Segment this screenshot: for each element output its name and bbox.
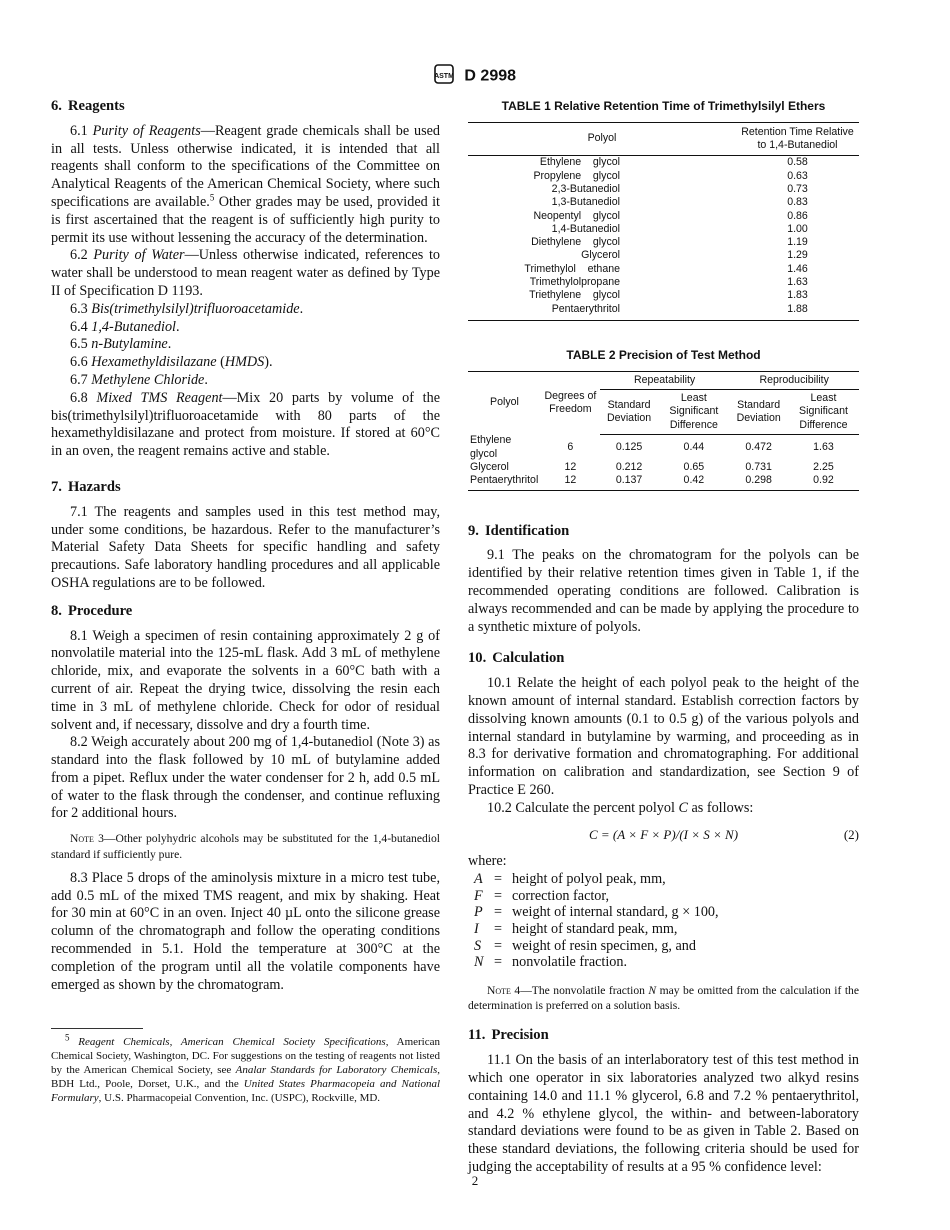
- definition-equals: =: [494, 920, 503, 937]
- table-1-row: [468, 156, 859, 170]
- definition-text: weight of resin specimen, g, and: [512, 937, 696, 954]
- table-2-cell-R-sd: 0.731: [745, 461, 772, 474]
- section-7-title: 7. Hazards: [51, 478, 121, 495]
- para-8-3: 8.3 Place 5 drops of the aminolysis mixture in a micro test tube, add 0.5 mL of the mixed TMS reagent, and mix by shaking. Heat for 30 min at 60°C in an oven. Inject 40 µL onto the silicone grease column of the chromatograph and follow the operating conditions recommended in 5.1. Hold the temperature at 300°C at the completion of the program until all the volatile components have emerged as shown by the chromatogram.: [51, 869, 440, 993]
- table-2-cell-polyol: Glycerol: [470, 461, 509, 474]
- table-1-retention: 1.46: [787, 262, 808, 275]
- section-9-title: 9. Identification: [468, 522, 570, 539]
- designation: D 2998: [464, 67, 517, 85]
- table-1-retention: 1.19: [787, 236, 808, 249]
- table-2-cell-dof: 12: [564, 461, 577, 474]
- right-column: [468, 98, 859, 1186]
- table-2-cell-r-sd: 0.125: [615, 441, 643, 454]
- para-6-7: 6.7 Methylene Chloride.: [70, 371, 208, 388]
- para-9-1: 9.1 The peaks on the chromatogram for the polyols can be identified by their relative retention times given in Table 1, if the recommended operating conditions are followed. Calibration is always recommended and can be made by applying the procedure to a synthetic mixture of polyols.: [468, 547, 859, 635]
- table-1-polyol: Diethylene glycol: [531, 236, 620, 249]
- page-number: 2: [471, 1173, 479, 1188]
- table-1-polyol: Triethylene glycol: [529, 289, 620, 302]
- table-2-cell-polyol: Ethylene glycol: [470, 434, 512, 460]
- table-1-retention: 0.73: [787, 182, 808, 195]
- section-11-title: 11. Precision: [468, 1027, 549, 1044]
- definition-row: [474, 904, 859, 921]
- table-1-retention: 0.86: [787, 209, 808, 222]
- table-1-retention: 0.63: [787, 169, 808, 182]
- definition-symbol: I: [474, 920, 479, 937]
- astm-logo-icon: [434, 64, 454, 89]
- table-1-row: [468, 210, 859, 223]
- table-1-row: [468, 276, 859, 289]
- table-2-header-repeatability: Repeatability: [600, 371, 730, 389]
- table-2-header-polyol: Polyol: [468, 371, 541, 434]
- definition-row: [474, 871, 859, 888]
- table-1-row: [468, 236, 859, 249]
- table-2-cell-R-sd: 0.472: [745, 441, 772, 454]
- definition-equals: =: [494, 954, 503, 971]
- table-1-polyol: Ethylene glycol: [539, 156, 620, 169]
- table-1-row: [468, 196, 859, 209]
- table-1-title: TABLE 1 Relative Retention Time of Trimethylsilyl Ethers: [501, 99, 826, 113]
- table-2-cell-R-lsd: 1.63: [813, 441, 834, 454]
- equation-2: [468, 826, 859, 844]
- equation-text: C = (A × F × P)/(I × S × N): [588, 826, 739, 842]
- table-2-cell-r-sd: 0.212: [615, 461, 643, 474]
- para-7-1: 7.1 The reagents and samples used in this test method may, under some conditions, be hazardous. Refer to the manufacturer’s Material Safety Data Sheets for specific handling and safety precautions. Safe laboratory handling procedures and all applicable OSHA regulations are to be followed.: [51, 503, 440, 591]
- table-2-cell-dof: 6: [567, 441, 574, 454]
- page-header: [0, 64, 950, 89]
- table-1-retention: 1.83: [787, 289, 808, 302]
- definition-row: [474, 921, 859, 938]
- table-1-polyol: 1,3-Butanediol: [551, 196, 620, 209]
- table-1: [468, 122, 859, 321]
- table-1-retention: 1.88: [736, 303, 859, 321]
- table-2-row: [468, 434, 859, 461]
- table-2-header-R-sd: Standard Deviation: [729, 390, 788, 435]
- table-2-cell-R-sd: 0.298: [729, 474, 788, 490]
- definition-row: [474, 888, 859, 905]
- table-2-cell-r-sd: 0.137: [600, 474, 659, 490]
- definition-symbol: S: [474, 937, 482, 954]
- note-3: Note 3—Other polyhydric alcohols may be substituted for the 1,4-butanediol standard if sufficiently pure.: [51, 832, 440, 861]
- footnote-5: $^5$ Reagent Chemicals, American Chemical Society Specifications, American Chemical Society, Washington, DC. For suggestions on the testing of reagents not listed by the American Chemical Society, see Analar Standards for Laboratory Chemicals, BDH Ltd., Poole, Dorset, U.K., and the United States Pharmacopeia and National Formulary, U.S. Pharmacopeial Convention, Inc. (USPC), Rockville, MD.: [51, 1032, 441, 1105]
- definition-symbol: N: [474, 954, 484, 971]
- svg-text:ASTM: ASTM: [434, 73, 454, 80]
- table-2-row: [468, 474, 859, 490]
- left-column: [51, 98, 440, 1105]
- para-10-2: 10.2 Calculate the percent polyol C as follows:: [487, 799, 754, 816]
- table-1-retention: 0.83: [787, 196, 808, 209]
- definition-symbol: A: [474, 871, 483, 888]
- table-1-row: [468, 223, 859, 236]
- table-1-header-polyol: Polyol: [468, 122, 736, 156]
- para-6-2: 6.2 Purity of Water—Unless otherwise indicated, references to water shall be understood to mean reagent water as defined by Type II of Specification D 1193.: [51, 247, 440, 299]
- table-2-cell-polyol: Pentaerythritol: [468, 474, 541, 490]
- definition-text: height of standard peak, mm,: [512, 920, 678, 937]
- section-7: [51, 479, 440, 593]
- table-1-polyol: Propylene glycol: [533, 169, 620, 182]
- table-1-retention: 1.63: [787, 276, 808, 289]
- table-1-retention: 1.29: [787, 249, 808, 262]
- section-9: [468, 523, 859, 637]
- section-8-title: 8. Procedure: [51, 602, 133, 619]
- table-1-polyol: Trimethylol ethane: [524, 262, 620, 275]
- para-10-1: 10.1 Relate the height of each polyol peak to the height of the known amount of internal standard. Establish correction factors by dissolving known amounts (0.1 to 0.5 g) of the various polyols and internal standard in butylamine by warming, and proceeding as in 8.3 for derivative formation and chromatographing. For additional information on calibration and standardization, see Section 9 of Practice E 260.: [468, 675, 859, 798]
- variable-definitions: [474, 871, 859, 971]
- table-2-header-reproducibility: Reproducibility: [729, 371, 859, 389]
- table-2: [468, 371, 859, 491]
- section-10: [468, 650, 859, 1013]
- section-6: [51, 98, 440, 461]
- table-2-cell-R-lsd: 2.25: [813, 461, 834, 474]
- table-1-polyol: Neopentyl glycol: [533, 209, 620, 222]
- equation-number: (2): [843, 826, 859, 842]
- table-1-polyol: 1,4-Butanediol: [551, 222, 620, 235]
- table-2-cell-r-lsd: 0.42: [658, 474, 729, 490]
- definition-equals: =: [494, 887, 503, 904]
- table-2-cell-r-lsd: 0.44: [683, 441, 705, 454]
- para-6-6: 6.6 Hexamethyldisilazane (HMDS).: [70, 354, 273, 371]
- definition-text: correction factor,: [512, 887, 610, 904]
- para-11-1: 11.1 On the basis of an interlaboratory test of this test method in which one operator in six laboratories analyzed two alkyd resins containing 14.0 and 11.1 % glycerol, 6.8 and 7.2 % pentaerythritol, and 4.2 % ethylene glycol, the within- and between-laboratory standard deviations were found to be as given in Table 2. Based on these standard deviations, the following criteria should be used for judging the acceptability of results at a 95 % confidence level:: [468, 1052, 859, 1175]
- table-1-row: [468, 303, 859, 321]
- definition-text: height of polyol peak, mm,: [512, 871, 666, 888]
- table-1-retention: 1.00: [787, 222, 808, 235]
- table-2-cell-dof: 12: [541, 474, 600, 490]
- table-1-row: [468, 263, 859, 276]
- section-6-title: 6. Reagents: [51, 98, 125, 114]
- definition-symbol: P: [474, 904, 483, 921]
- para-6-1: 6.1 Purity of Reagents—Reagent grade chemicals shall be used in all tests. Unless otherwise indicated, it is intended that all reagents shall conform to the specifications of the Committee on Analytical Reagents of the American Chemical Society, where such specifications are available.$^5$ Other grades may be used, provided it is first ascertained that the reagent is of sufficiently high purity to permit its use without lessening the accuracy of the determination.: [51, 122, 441, 246]
- table-1-header-rt: Retention Time Relative to 1,4-Butanediol: [736, 122, 859, 156]
- note-4: Note 4—The nonvolatile fraction N may be omitted from the calculation if the determination is preferred on a solution basis.: [468, 983, 859, 1013]
- table-2-header-r-lsd: Least Significant Difference: [658, 390, 729, 435]
- footnote-rule: [51, 1028, 143, 1029]
- table-2-header-R-lsd: Least Significant Difference: [788, 390, 859, 435]
- section-11: [468, 1027, 859, 1176]
- table-1-row: [468, 170, 859, 183]
- table-1-polyol: 2,3-Butanediol: [551, 182, 620, 195]
- table-2-cell-R-lsd: 0.92: [788, 474, 859, 490]
- section-8: [51, 603, 440, 995]
- table-1-retention: 0.58: [787, 156, 808, 169]
- table-2-title: TABLE 2 Precision of Test Method: [566, 347, 761, 362]
- definition-symbol: F: [474, 887, 483, 904]
- section-10-title: 10. Calculation: [468, 650, 565, 667]
- table-1-row: [468, 183, 859, 196]
- para-6-5: 6.5 n-Butylamine.: [70, 336, 172, 353]
- table-2-header-r-sd: Standard Deviation: [600, 390, 659, 435]
- table-2-header-dof: Degrees of Freedom: [541, 371, 600, 434]
- table-1-row: [468, 249, 859, 262]
- definition-equals: =: [494, 904, 503, 921]
- definition-row: [474, 954, 859, 971]
- para-6-4: 6.4 1,4-Butanediol.: [70, 318, 180, 335]
- table-1-polyol: Glycerol: [581, 249, 620, 262]
- table-2-cell-r-lsd: 0.65: [683, 461, 705, 474]
- table-1-polyol: Pentaerythritol: [468, 303, 736, 321]
- definition-text: weight of internal standard, g × 100,: [512, 904, 719, 921]
- para-6-8: 6.8 Mixed TMS Reagent—Mix 20 parts by volume of the bis(trimethylsilyl)trifluoroacetamide with 80 parts of the hexamethyldisilazane and protect from moisture. If stored at 60°C in an oven, the reagent remains active and stable.: [51, 389, 441, 460]
- definition-equals: =: [494, 937, 503, 954]
- table-2-row: [468, 461, 859, 474]
- definition-row: [474, 938, 859, 955]
- para-8-2: 8.2 Weigh accurately about 200 mg of 1,4-butanediol (Note 3) as standard into the flask followed by 10 mL of butylamine added from a pipet. Reflux under the water condenser for 2 h, add 0.5 mL of water to the flask through the condenser, and continue refluxing for 2 additional hours.: [51, 734, 440, 822]
- table-1-row: [468, 289, 859, 302]
- para-8-1: 8.1 Weigh a specimen of resin containing approximately 2 g of nonvolatile material into the 125-mL flask. Add 3 mL of methylene chloride, mix, and evaporate the solvents in a 60°C bath with a current of air. Repeat the drying twice, dissolving the resin each time in 3 mL of methylene chloride. Check for odor of residual solvent and, if necessary, dissolve and dry a fourth time.: [51, 627, 440, 733]
- definition-equals: =: [494, 871, 503, 888]
- definition-text: nonvolatile fraction.: [512, 954, 628, 971]
- para-6-3: 6.3 Bis(trimethylsilyl)trifluoroacetamide.: [70, 300, 304, 317]
- table-1-polyol: Trimethylolpropane: [529, 276, 620, 289]
- where-label: where:: [468, 853, 507, 870]
